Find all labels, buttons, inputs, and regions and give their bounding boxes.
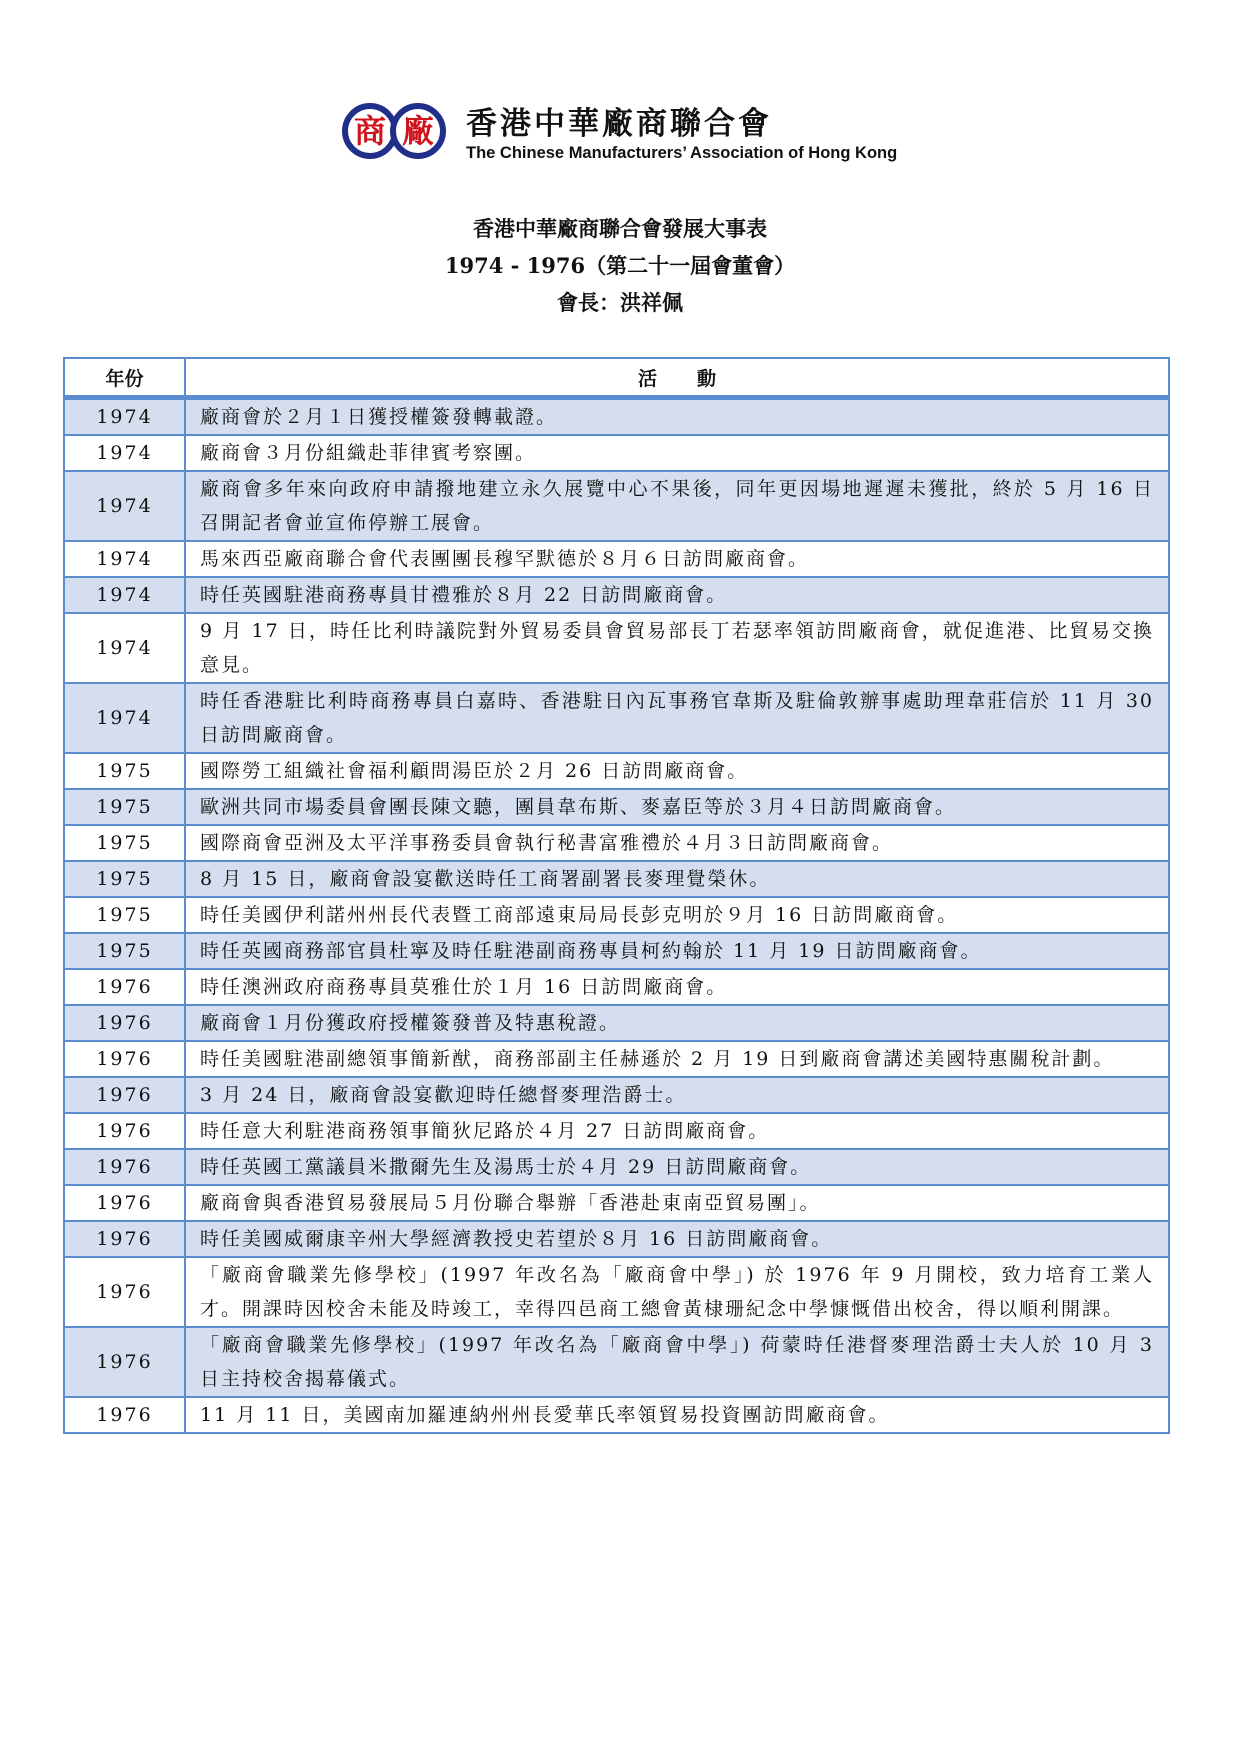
year-cell: 1976 xyxy=(64,1113,185,1149)
activity-cell: 11 月 11 日，美國南加羅連納州州長愛華氏率領貿易投資團訪問廠商會。 xyxy=(185,1397,1169,1433)
year-cell: 1974 xyxy=(64,435,185,471)
table-row xyxy=(64,541,1169,577)
header-year: 年份 xyxy=(64,358,185,398)
events-table xyxy=(63,357,1170,1434)
activity-cell: 「廠商會職業先修學校」(1997 年改名為「廠商會中學」) 荷蒙時任港督麥理浩爵士夫人於 10 月 3 日主持校舍揭幕儀式。 xyxy=(185,1327,1169,1397)
year-cell: 1974 xyxy=(64,613,185,683)
year-cell: 1976 xyxy=(64,1221,185,1257)
table-row xyxy=(64,1041,1169,1077)
activity-cell: 廠商會１月份獲政府授權簽發普及特惠稅證。 xyxy=(185,1005,1169,1041)
year-cell: 1976 xyxy=(64,1149,185,1185)
table-row xyxy=(64,933,1169,969)
year-cell: 1976 xyxy=(64,1077,185,1113)
activity-cell: 8 月 15 日，廠商會設宴歡送時任工商署副署長麥理覺榮休。 xyxy=(185,861,1169,897)
year-cell: 1975 xyxy=(64,825,185,861)
logo-emblem xyxy=(340,101,460,169)
table-row xyxy=(64,897,1169,933)
year-cell: 1974 xyxy=(64,577,185,613)
events-table-body xyxy=(64,398,1169,1434)
logo-wordmark xyxy=(466,106,897,164)
document-chairman: 會長：洪祥佩 xyxy=(557,290,683,315)
year-cell: 1976 xyxy=(64,1041,185,1077)
activity-cell: 9 月 17 日，時任比利時議院對外貿易委員會貿易部長丁若瑟率領訪問廠商會，就促進港、比貿易交換意見。 xyxy=(185,613,1169,683)
year-cell: 1976 xyxy=(64,1005,185,1041)
table-row xyxy=(64,1185,1169,1221)
association-logo xyxy=(340,100,897,170)
year-cell: 1975 xyxy=(64,897,185,933)
table-row xyxy=(64,825,1169,861)
year-cell: 1976 xyxy=(64,969,185,1005)
activity-cell: 時任美國威爾康辛州大學經濟教授史若望於８月 16 日訪問廠商會。 xyxy=(185,1221,1169,1257)
table-row xyxy=(64,683,1169,753)
document-title: 香港中華廠商聯合會發展大事表 xyxy=(473,216,767,241)
activity-cell: 時任英國工黨議員米撒爾先生及湯馬士於４月 29 日訪問廠商會。 xyxy=(185,1149,1169,1185)
table-header-row xyxy=(64,358,1169,398)
year-cell: 1975 xyxy=(64,753,185,789)
activity-cell: 3 月 24 日，廠商會設宴歡迎時任總督麥理浩爵士。 xyxy=(185,1077,1169,1113)
table-row xyxy=(64,969,1169,1005)
table-row xyxy=(64,1221,1169,1257)
activity-cell: 時任美國駐港副總領事簡新猷，商務部副主任赫遜於 2 月 19 日到廠商會講述美國特惠關稅計劃。 xyxy=(185,1041,1169,1077)
year-cell: 1976 xyxy=(64,1185,185,1221)
activity-cell: 廠商會３月份組織赴菲律賓考察團。 xyxy=(185,435,1169,471)
table-row xyxy=(64,471,1169,541)
table-row xyxy=(64,1005,1169,1041)
activity-cell: 廠商會多年來向政府申請撥地建立永久展覽中心不果後，同年更因場地遲遲未獲批，終於 5 月 16 日召開記者會並宣佈停辦工展會。 xyxy=(185,471,1169,541)
table-row xyxy=(64,789,1169,825)
activity-cell: 時任英國駐港商務專員甘禮雅於８月 22 日訪問廠商會。 xyxy=(185,577,1169,613)
year-cell: 1975 xyxy=(64,861,185,897)
year-cell: 1976 xyxy=(64,1397,185,1433)
table-row xyxy=(64,1149,1169,1185)
table-row xyxy=(64,861,1169,897)
activity-cell: 時任英國商務部官員杜寧及時任駐港副商務專員柯約翰於 11 月 19 日訪問廠商會。 xyxy=(185,933,1169,969)
year-cell: 1974 xyxy=(64,541,185,577)
year-cell: 1975 xyxy=(64,789,185,825)
activity-cell: 時任美國伊利諾州州長代表暨工商部遠東局局長彭克明於９月 16 日訪問廠商會。 xyxy=(185,897,1169,933)
association-name-english: The Chinese Manufacturers’ Association of Hong Kong xyxy=(466,144,898,162)
table-row xyxy=(64,1327,1169,1397)
year-cell: 1974 xyxy=(64,398,185,436)
year-cell: 1976 xyxy=(64,1327,185,1397)
header-activity: 活動 xyxy=(185,358,1169,398)
table-row xyxy=(64,1077,1169,1113)
activity-cell: 國際勞工組織社會福利顧問湯臣於２月 26 日訪問廠商會。 xyxy=(185,753,1169,789)
table-row xyxy=(64,1257,1169,1327)
activity-cell: 歐洲共同市場委員會團長陳文聽，團員韋布斯、麥嘉臣等於３月４日訪問廠商會。 xyxy=(185,789,1169,825)
activity-cell: 時任澳洲政府商務專員莫雅仕於１月 16 日訪問廠商會。 xyxy=(185,969,1169,1005)
table-row xyxy=(64,398,1169,436)
activity-cell: 「廠商會職業先修學校」(1997 年改名為「廠商會中學」) 於 1976 年 9 月開校，致力培育工業人才。開課時因校舍未能及時竣工，幸得四邑商工總會黃棣珊紀念中學慷慨借出校舍，得以順利開課。 xyxy=(185,1257,1169,1327)
table-row xyxy=(64,753,1169,789)
table-row xyxy=(64,1397,1169,1433)
logo-char-right: 廠 xyxy=(401,112,434,150)
document-title-block xyxy=(0,210,1240,321)
document-period: 1974 - 1976（第二十一屆會董會） xyxy=(444,253,796,278)
year-cell: 1975 xyxy=(64,933,185,969)
activity-cell: 廠商會與香港貿易發展局５月份聯合舉辦「香港赴東南亞貿易團」。 xyxy=(185,1185,1169,1221)
activity-cell: 時任香港駐比利時商務專員白嘉時、香港駐日內瓦事務官韋斯及駐倫敦辦事處助理韋莊信於 11 月 30 日訪問廠商會。 xyxy=(185,683,1169,753)
logo-char-left: 商 xyxy=(353,112,386,150)
activity-cell: 時任意大利駐港商務領事簡狄尼路於４月 27 日訪問廠商會。 xyxy=(185,1113,1169,1149)
activity-cell: 國際商會亞洲及太平洋事務委員會執行秘書富雅禮於４月３日訪問廠商會。 xyxy=(185,825,1169,861)
year-cell: 1974 xyxy=(64,471,185,541)
activity-cell: 廠商會於２月１日獲授權簽發轉載證。 xyxy=(185,398,1169,436)
table-row xyxy=(64,613,1169,683)
table-row xyxy=(64,1113,1169,1149)
activity-cell: 馬來西亞廠商聯合會代表團團長穆罕默德於８月６日訪問廠商會。 xyxy=(185,541,1169,577)
year-cell: 1976 xyxy=(64,1257,185,1327)
association-name-chinese: 香港中華廠商聯合會 xyxy=(466,106,772,142)
table-row xyxy=(64,577,1169,613)
table-row xyxy=(64,435,1169,471)
year-cell: 1974 xyxy=(64,683,185,753)
